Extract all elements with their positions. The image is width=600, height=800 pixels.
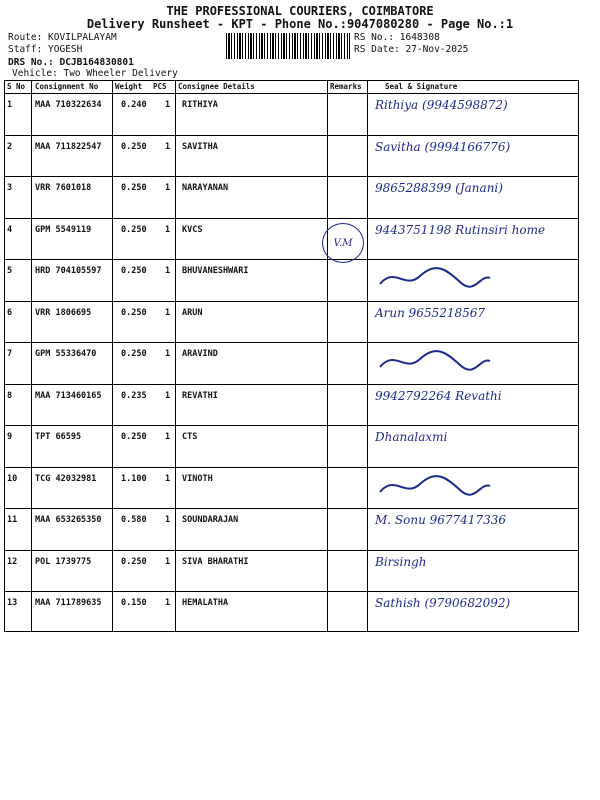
row-consignee: ARUN xyxy=(182,307,203,318)
handwritten-signature: Arun 9655218567 xyxy=(375,305,486,320)
table-body xyxy=(5,94,578,633)
row-weight: 1.100 xyxy=(121,473,147,484)
row-sno: 4 xyxy=(7,224,13,235)
row-sno: 10 xyxy=(7,473,18,484)
row-consignment: MAA 710322634 xyxy=(35,100,102,110)
row-pcs: 1 xyxy=(165,390,171,401)
row-consignment: MAA 711822547 xyxy=(35,141,102,152)
handwritten-signature: Birsingh xyxy=(375,554,427,569)
row-sno: 6 xyxy=(7,307,13,318)
route-label: Route: KOVILPALAYAM xyxy=(8,32,117,43)
row-pcs: 1 xyxy=(165,432,171,442)
row-pcs: 1 xyxy=(165,515,171,525)
rs-date: RS Date: 27-Nov-2025 xyxy=(354,44,469,55)
table-row xyxy=(5,385,578,427)
row-sno: 9 xyxy=(7,432,13,442)
table-row xyxy=(5,94,578,136)
row-sno: 3 xyxy=(7,183,13,193)
col-weight: Weight xyxy=(115,82,143,91)
row-weight: 0.250 xyxy=(121,266,147,276)
row-sno: 7 xyxy=(7,349,13,359)
table-header xyxy=(5,81,578,94)
table-row xyxy=(5,426,578,468)
seal-stamp: V.M xyxy=(322,223,364,263)
row-consignee: SIVA BHARATHI xyxy=(182,556,249,567)
col-consignment: Consignment No xyxy=(35,82,99,91)
drs-number: DRS No.: DCJB164830801 xyxy=(8,57,134,68)
table-row xyxy=(5,343,578,385)
row-pcs: 1 xyxy=(165,100,171,110)
table-row xyxy=(5,302,578,344)
row-sno: 11 xyxy=(7,515,18,525)
handwritten-signature: Sathish (9790682092) xyxy=(375,596,511,610)
row-pcs: 1 xyxy=(165,307,171,318)
row-consignment: GPM 55336470 xyxy=(35,349,97,359)
row-consignee: SAVITHA xyxy=(182,141,218,152)
row-consignee: VINOTH xyxy=(182,473,213,484)
handwritten-signature: Savitha (9994166776) xyxy=(375,139,511,154)
row-pcs: 1 xyxy=(165,183,171,193)
col-signature: Seal & Signature xyxy=(385,82,458,91)
handwritten-signature: 9865288399 (Janani) xyxy=(375,181,503,195)
row-weight: 0.235 xyxy=(121,390,147,401)
row-weight: 0.250 xyxy=(121,556,147,567)
row-pcs: 1 xyxy=(165,141,171,152)
table-row xyxy=(5,551,578,593)
row-weight: 0.150 xyxy=(121,598,147,608)
col-pcs: PCS xyxy=(153,82,167,91)
vehicle-label: Vehicle: Two Wheeler Delivery xyxy=(12,68,178,79)
rs-number: RS No.: 1648308 xyxy=(354,32,440,43)
row-weight: 0.250 xyxy=(121,183,147,193)
row-consignee: HEMALATHA xyxy=(182,598,229,608)
col-remarks: Remarks xyxy=(330,82,362,91)
row-weight: 0.250 xyxy=(121,432,147,442)
row-sno: 1 xyxy=(7,100,13,110)
row-pcs: 1 xyxy=(165,224,171,235)
row-consignment: HRD 704105597 xyxy=(35,266,102,276)
table-row xyxy=(5,592,578,634)
row-consignee: NARAYANAN xyxy=(182,183,229,193)
table-row xyxy=(5,468,578,510)
handwritten-signature xyxy=(375,472,495,503)
table-row xyxy=(5,509,578,551)
row-consignment: TPT 66595 xyxy=(35,432,82,442)
row-weight: 0.250 xyxy=(121,307,147,318)
row-sno: 13 xyxy=(7,598,18,608)
table-row xyxy=(5,219,578,261)
row-consignee: CTS xyxy=(182,432,198,442)
row-consignment: MAA 653265350 xyxy=(35,515,102,525)
staff-label: Staff: YOGESH xyxy=(8,44,83,55)
handwritten-signature: 9443751198 Rutinsiri home xyxy=(375,222,546,237)
row-consignee: KVCS xyxy=(182,224,203,235)
row-weight: 0.240 xyxy=(121,100,147,110)
runsheet-subtitle: Delivery Runsheet - KPT - Phone No.:9047080280 - Page No.:1 xyxy=(86,17,514,31)
row-sno: 2 xyxy=(7,141,13,152)
company-title: THE PROFESSIONAL COURIERS, COIMBATORE xyxy=(166,4,434,18)
col-consignee: Consignee Details xyxy=(178,82,255,91)
handwritten-signature: Rithiya (9944598872) xyxy=(375,98,508,112)
row-consignment: VRR 1806695 xyxy=(35,307,92,318)
row-consignment: MAA 711789635 xyxy=(35,598,102,608)
row-consignment: GPM 5549119 xyxy=(35,224,92,235)
table-row xyxy=(5,177,578,219)
row-pcs: 1 xyxy=(165,349,171,359)
row-weight: 0.580 xyxy=(121,515,147,525)
row-pcs: 1 xyxy=(165,598,171,608)
row-pcs: 1 xyxy=(165,266,171,276)
row-consignment: TCG 42032981 xyxy=(35,473,97,484)
row-consignee: SOUNDARAJAN xyxy=(182,515,239,525)
row-sno: 5 xyxy=(7,266,13,276)
row-sno: 8 xyxy=(7,390,13,401)
runsheet-table xyxy=(4,80,579,632)
table-row xyxy=(5,136,578,178)
table-row xyxy=(5,260,578,302)
row-pcs: 1 xyxy=(165,556,171,567)
col-sno: S No xyxy=(7,82,26,91)
row-consignment: POL 1739775 xyxy=(35,556,92,567)
handwritten-signature: Dhanalaxmi xyxy=(375,430,448,444)
row-consignment: MAA 713460165 xyxy=(35,390,102,401)
row-consignment: VRR 7601018 xyxy=(35,183,92,193)
row-consignee: RITHIYA xyxy=(182,100,218,110)
row-consignee: ARAVIND xyxy=(182,349,218,359)
row-consignee: BHUVANESHWARI xyxy=(182,266,249,276)
handwritten-signature: M. Sonu 9677417336 xyxy=(375,513,506,527)
row-sno: 12 xyxy=(7,556,18,567)
row-pcs: 1 xyxy=(165,473,171,484)
barcode-image xyxy=(226,33,350,59)
handwritten-signature: 9942792264 Revathi xyxy=(375,388,502,403)
row-consignee: REVATHI xyxy=(182,390,218,401)
row-weight: 0.250 xyxy=(121,141,147,152)
row-weight: 0.250 xyxy=(121,349,147,359)
handwritten-signature xyxy=(375,264,495,295)
handwritten-signature xyxy=(375,347,495,378)
row-weight: 0.250 xyxy=(121,224,147,235)
